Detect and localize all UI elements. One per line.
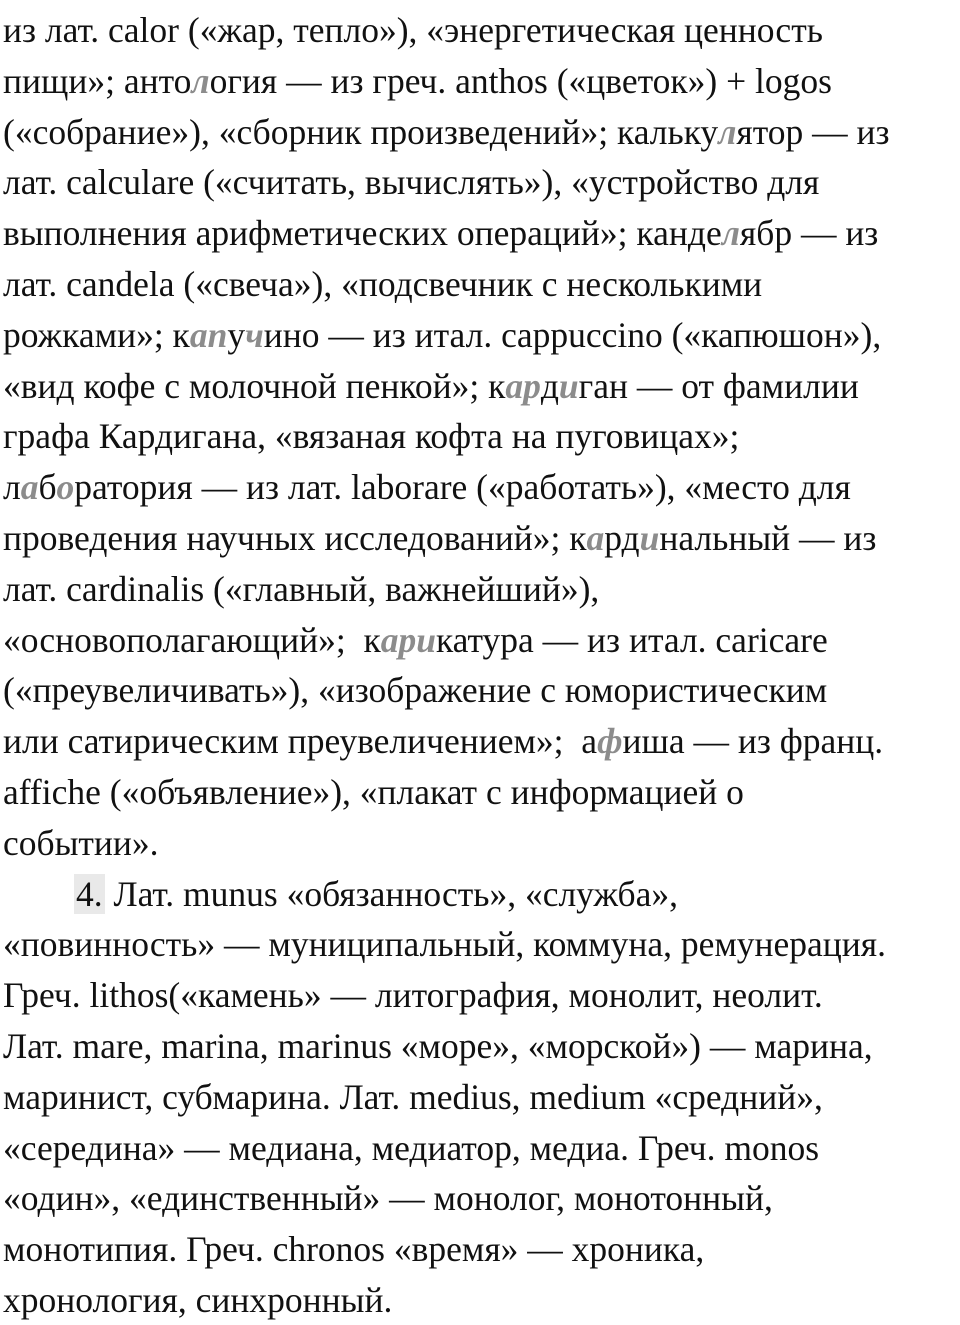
highlighted-letters: ари — [380, 619, 436, 660]
text-line — [3, 259, 762, 309]
highlighted-letters: и — [558, 365, 579, 406]
text-segment: нальный — из — [659, 518, 877, 558]
text-segment: событии». — [3, 822, 159, 863]
text-segment: лат. calculare («считать, вычислять»), «устройство для — [3, 162, 820, 203]
item-number: 4. — [76, 873, 103, 914]
text-segment: лат. cardinalis («главный, важнейший»), — [3, 568, 600, 609]
text-segment: ратория — из лат. laborare («работать»), «место для — [74, 467, 851, 508]
text-segment: маринист, субмарина. Лат. medius, medium «средний», — [3, 1076, 823, 1117]
text-segment: д — [540, 365, 559, 406]
text-line — [3, 716, 883, 766]
text-line — [3, 1275, 392, 1325]
highlighted-letters: а — [586, 518, 605, 558]
text-segment: ино — из итал. cappuccino («капюшон»), — [263, 314, 882, 355]
text-line — [3, 5, 823, 55]
text-line — [3, 615, 828, 665]
highlighted-letters: ар — [505, 365, 541, 406]
text-segment: хронология, синхронный. — [3, 1280, 393, 1320]
text-line — [3, 1173, 773, 1223]
text-segment: Греч. lithos(«камень» — литография, монолит, неолит. — [3, 975, 823, 1016]
text-segment: проведения научных исследований»; к — [3, 518, 587, 558]
text-line — [3, 56, 832, 106]
highlighted-letters: л — [191, 60, 210, 101]
text-segment: («преувеличивать»), «изображение с юмористическим — [3, 670, 828, 711]
text-segment: иша — из франц. — [622, 721, 884, 762]
text-segment: выполнения арифметических операций»; канде — [3, 213, 722, 254]
text-segment — [3, 874, 74, 914]
text-segment: графа Кардигана, «вязаная кофта на пуговицах»; — [3, 416, 740, 457]
text-segment: «повинность» — муниципальный, коммуна, ремунерация. — [3, 924, 887, 965]
text-segment: у — [227, 314, 246, 355]
text-line — [3, 310, 881, 360]
highlighted-letters: л — [718, 111, 737, 152]
text-line — [3, 1072, 823, 1122]
text-segment: или сатирическим преувеличением»; а — [3, 721, 598, 762]
text-segment: монотипия. Греч. chronos «время» — хроника, — [3, 1229, 705, 1270]
text-line — [3, 462, 851, 512]
text-segment: ябр — из — [739, 213, 879, 254]
text-line — [3, 1123, 819, 1173]
text-line — [3, 919, 886, 969]
highlighted-letters: и — [639, 518, 660, 558]
text-segment: Лат. mare, marina, marinus «море», «морской») — марина, — [3, 1026, 873, 1066]
text-line — [3, 107, 890, 157]
text-line — [3, 208, 878, 258]
text-segment: «середина» — медиана, медиатор, медиа. Греч. monos — [3, 1127, 820, 1168]
text-line — [3, 665, 827, 715]
text-segment: affiche («объявление»), «плакат с информацией о — [3, 772, 744, 812]
text-line — [3, 970, 823, 1020]
text-segment: огия — из греч. anthos («цветок») + logos — [209, 60, 832, 101]
text-line — [3, 767, 744, 817]
highlighted-letters: ч — [245, 314, 264, 355]
text-segment: л — [3, 467, 21, 508]
text-segment: рд — [604, 518, 640, 558]
text-segment: ятор — из — [736, 111, 890, 152]
text-line — [3, 818, 159, 868]
text-segment: б — [38, 467, 57, 508]
text-segment: «один», «единственный» — монолог, монотонный, — [3, 1178, 773, 1219]
text-line — [3, 1021, 873, 1071]
text-line — [3, 1224, 704, 1274]
highlighted-letters: ф — [597, 721, 623, 762]
text-segment: пищи»; анто — [3, 60, 192, 101]
text-segment: из лат. calor («жар, тепло»), «энергетическая ценность — [3, 10, 823, 50]
text-segment: катура — из итал. caricare — [435, 619, 828, 660]
text-line — [3, 564, 599, 614]
text-line — [3, 361, 859, 411]
text-line — [3, 411, 739, 461]
highlighted-letters: а — [20, 467, 39, 508]
highlighted-letters: л — [721, 213, 740, 254]
text-segment: рожками»; к — [3, 314, 190, 355]
text-segment: «вид кофе с молочной пенкой»; к — [3, 365, 506, 406]
text-segment: лат. candela («свеча»), «подсвечник с несколькими — [3, 264, 763, 304]
text-segment: Лат. munus «обязанность», «служба», — [104, 873, 678, 914]
text-segment: «основополагающий»; к — [3, 619, 381, 660]
text-segment: ган — от фамилии — [578, 365, 859, 406]
text-line — [3, 157, 819, 207]
text-segment: («собрание»), «сборник произведений»; кальку — [3, 111, 719, 152]
highlighted-letters: о — [56, 467, 75, 508]
highlighted-letters: ап — [189, 314, 228, 355]
text-line — [3, 513, 876, 563]
text-line — [3, 869, 678, 919]
